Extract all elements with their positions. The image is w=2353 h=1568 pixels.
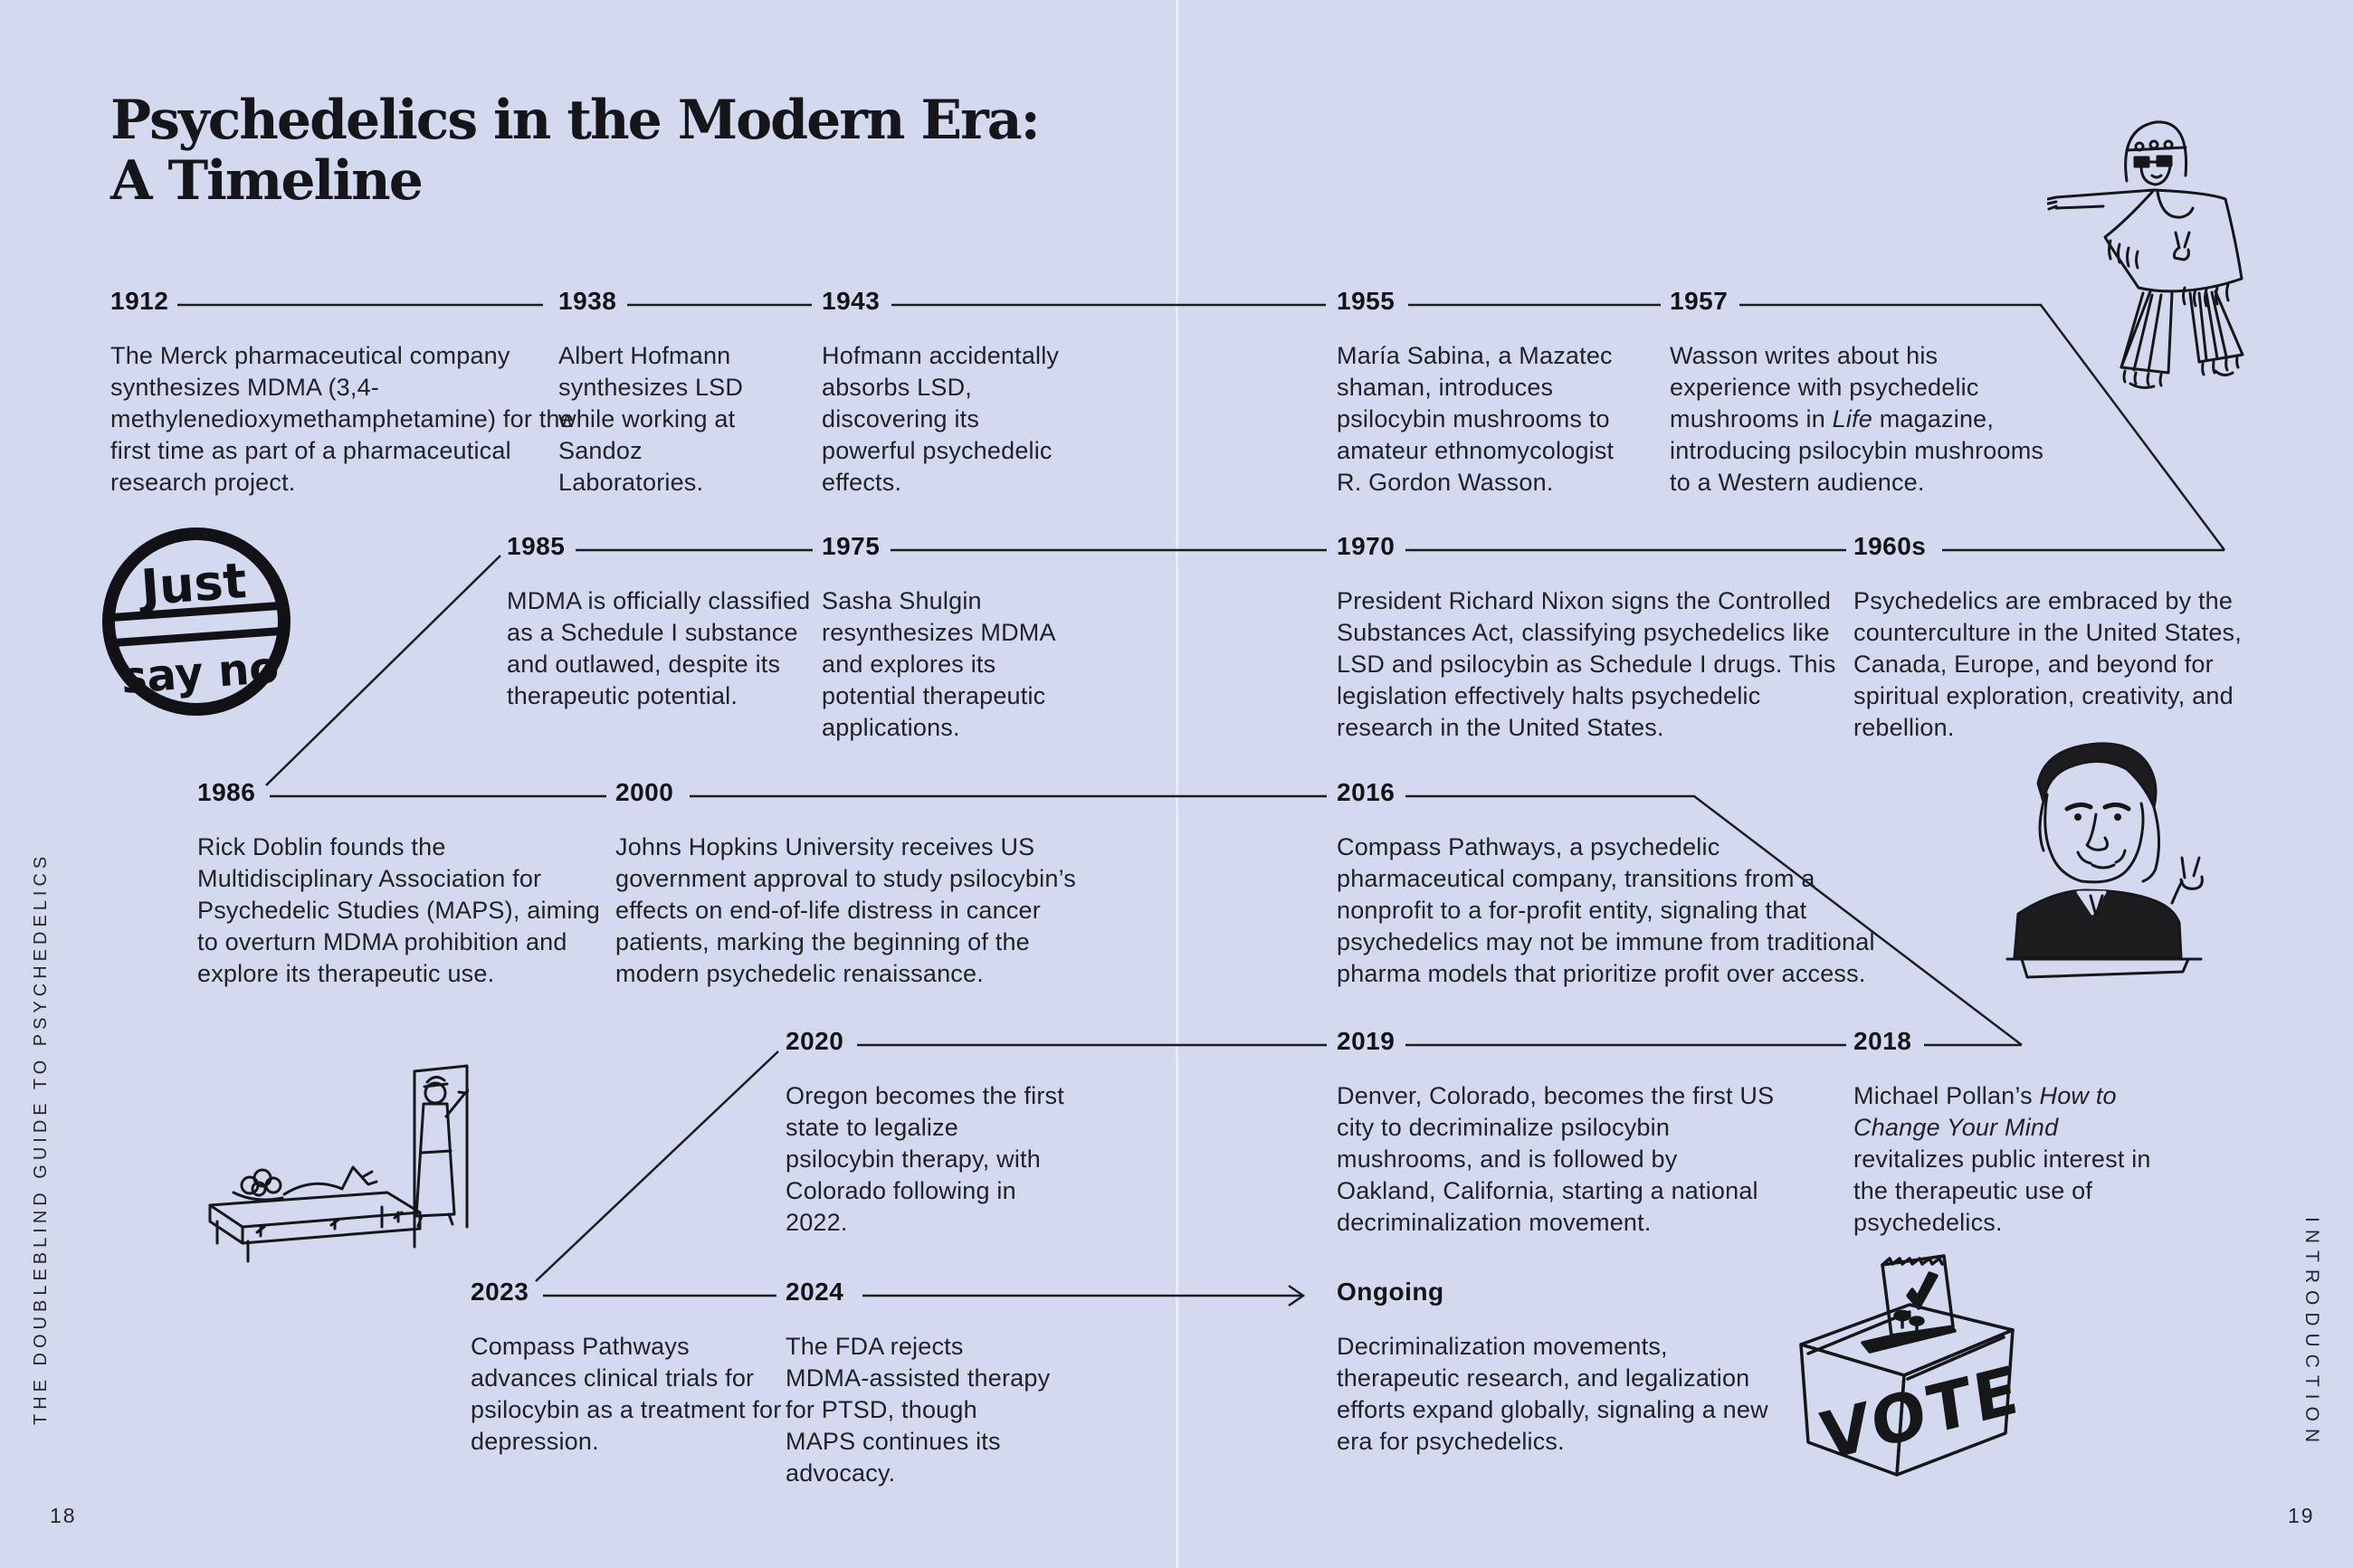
timeline-text: MDMA is officially classified as a Schedule I substance and outlawed, despite its therapeutic potential. bbox=[507, 587, 811, 709]
timeline-text: Sasha Shulgin resynthesizes MDMA and explores its potential therapeutic applications. bbox=[822, 587, 1055, 741]
timeline-entry-1975 bbox=[822, 532, 1071, 744]
timeline-text: The Merck pharmaceutical company synthesizes MDMA (3,4-methylenedioxymethamphetamine) for the first time as part of a pharmaceutical research project. bbox=[110, 342, 574, 496]
timeline-year: Ongoing bbox=[1337, 1278, 1444, 1306]
page-gutter-divider bbox=[1176, 0, 1178, 1568]
timeline-text: The FDA rejects MDMA-assisted therapy for PTSD, though MAPS continues its advocacy. bbox=[786, 1333, 1051, 1487]
vote-label: VOTE bbox=[1815, 1351, 2025, 1477]
timeline-entry-2000 bbox=[615, 778, 1109, 990]
right-spine-text: INTRODUCTION bbox=[2301, 1217, 2322, 1449]
timeline-entry-1986 bbox=[197, 778, 614, 990]
timeline-year: 1960s bbox=[1853, 532, 1927, 560]
timeline-entry-2023 bbox=[471, 1278, 787, 1458]
timeline-entry-1960s bbox=[1853, 532, 2265, 744]
timeline-year: 2019 bbox=[1337, 1027, 1396, 1055]
just-say-no-stamp bbox=[92, 518, 300, 726]
timeline-year: 2000 bbox=[615, 778, 674, 806]
text-segment: Wasson writes about his experience with psychedelic mushrooms in bbox=[1670, 342, 1979, 432]
timeline-year: 1938 bbox=[558, 287, 617, 315]
timeline-entry-ongoing bbox=[1337, 1278, 1794, 1458]
arrow-right-icon bbox=[1289, 1286, 1303, 1306]
page-number-right: 19 bbox=[2288, 1504, 2315, 1527]
text-segment: Michael Pollan’s bbox=[1853, 1082, 2040, 1109]
timeline-year: 1975 bbox=[822, 532, 881, 560]
text-segment: magazine, introducing psilocybin mushrooms to a Western audience. bbox=[1670, 405, 2044, 496]
portrait-illustration bbox=[1991, 731, 2217, 984]
timeline-year: 2024 bbox=[786, 1278, 844, 1306]
timeline-text: Psychedelics are embraced by the counterculture in the United States, Canada, Europe, and beyond for spiritual exploration, creativity, and rebellion. bbox=[1853, 587, 2242, 741]
timeline-text: Rick Doblin founds the Multidisciplinary Association for Psychedelic Studies (MAPS), aiming to overturn MDMA prohibition and explore its therapeutic use. bbox=[197, 833, 600, 987]
timeline-year: 2020 bbox=[786, 1027, 844, 1055]
timeline-entry-1970 bbox=[1337, 532, 1848, 744]
page-title-line1: Psychedelics in the Modern Era: bbox=[110, 89, 1039, 152]
timeline-entry-1938 bbox=[558, 287, 792, 499]
just-say-no-line1: Just bbox=[138, 552, 249, 617]
text-segment: revitalizes public interest in the therapeutic use of psychedelics. bbox=[1853, 1145, 2151, 1236]
timeline-text: Decriminalization movements, therapeutic research, and legalization efforts expand globally, signaling a new era for psychedelics. bbox=[1337, 1333, 1768, 1455]
timeline-year: 1912 bbox=[110, 287, 169, 315]
timeline-text: Hofmann accidentally absorbs LSD, discovering its powerful psychedelic effects. bbox=[822, 342, 1060, 496]
timeline-year: 1970 bbox=[1337, 532, 1396, 560]
timeline-text bbox=[1670, 340, 2059, 499]
timeline-entry-2024 bbox=[786, 1278, 1053, 1489]
timeline-year: 1943 bbox=[822, 287, 881, 315]
timeline-year: 2018 bbox=[1853, 1027, 1912, 1055]
timeline-year: 1985 bbox=[507, 532, 566, 560]
timeline-text: Albert Hofmann synthesizes LSD while working at Sandoz Laboratories. bbox=[558, 342, 744, 496]
timeline-text: Compass Pathways advances clinical trials for psilocybin as a treatment for depression. bbox=[471, 1333, 782, 1455]
timeline-entry-1955 bbox=[1337, 287, 1640, 499]
timeline-text bbox=[1853, 1080, 2157, 1239]
timeline-text: María Sabina, a Mazatec shaman, introduces psilocybin mushrooms to amateur ethnomycologist R. Gordon Wasson. bbox=[1337, 342, 1615, 496]
just-say-no-line2: say no bbox=[119, 641, 281, 704]
timeline-text: Johns Hopkins University receives US government approval to study psilocybin’s effects on end-of-life distress in cancer patients, marking the beginning of the modern psychedelic renaissance. bbox=[615, 833, 1076, 987]
timeline-year: 1986 bbox=[197, 778, 256, 806]
timeline-text: President Richard Nixon signs the Controlled Substances Act, classifying psychedelics like LSD and psilocybin as Schedule I drugs. This legislation effectively halts psychedelic research in the United States. bbox=[1337, 587, 1836, 741]
left-spine-text: THE DOUBLEBLIND GUIDE TO PSYCHEDELICS bbox=[31, 851, 51, 1425]
timeline-text: Oregon becomes the first state to legalize psilocybin therapy, with Colorado following in 2022. bbox=[786, 1082, 1064, 1236]
timeline-entry-1957 bbox=[1670, 287, 2059, 499]
bed-scene-illustration bbox=[197, 1033, 469, 1287]
vote-ballot-box-illustration bbox=[1776, 1247, 2038, 1509]
timeline-entry-1912 bbox=[110, 287, 581, 499]
timeline-text: Denver, Colorado, becomes the first US city to decriminalize psilocybin mushrooms, and is followed by Oakland, California, starting a national decriminalization movement. bbox=[1337, 1082, 1775, 1236]
timeline-year: 1957 bbox=[1670, 287, 1729, 315]
timeline-entry-1943 bbox=[822, 287, 1073, 499]
timeline-year: 2023 bbox=[471, 1278, 529, 1306]
italic-title: Life bbox=[1832, 405, 1872, 432]
page-title bbox=[110, 90, 1039, 212]
hippie-figure-illustration bbox=[2047, 110, 2291, 391]
timeline-entry-1985 bbox=[507, 532, 828, 712]
timeline-year: 2016 bbox=[1337, 778, 1396, 806]
page-number-left: 18 bbox=[50, 1504, 77, 1527]
timeline-entry-2019 bbox=[1337, 1027, 1780, 1239]
italic-title: How to Change Your Mind bbox=[1853, 1082, 2117, 1141]
page-title-line2: A Timeline bbox=[110, 149, 422, 213]
timeline-year: 1955 bbox=[1337, 287, 1396, 315]
timeline-entry-2020 bbox=[786, 1027, 1071, 1239]
timeline-text: Compass Pathways, a psychedelic pharmaceutical company, transitions from a nonprofit to a for-profit entity, signaling that psychedelics may not be immune from traditional pharma models that prioritize profit over access. bbox=[1337, 833, 1875, 987]
timeline-entry-2016 bbox=[1337, 778, 1893, 990]
timeline-entry-2018 bbox=[1853, 1027, 2157, 1239]
